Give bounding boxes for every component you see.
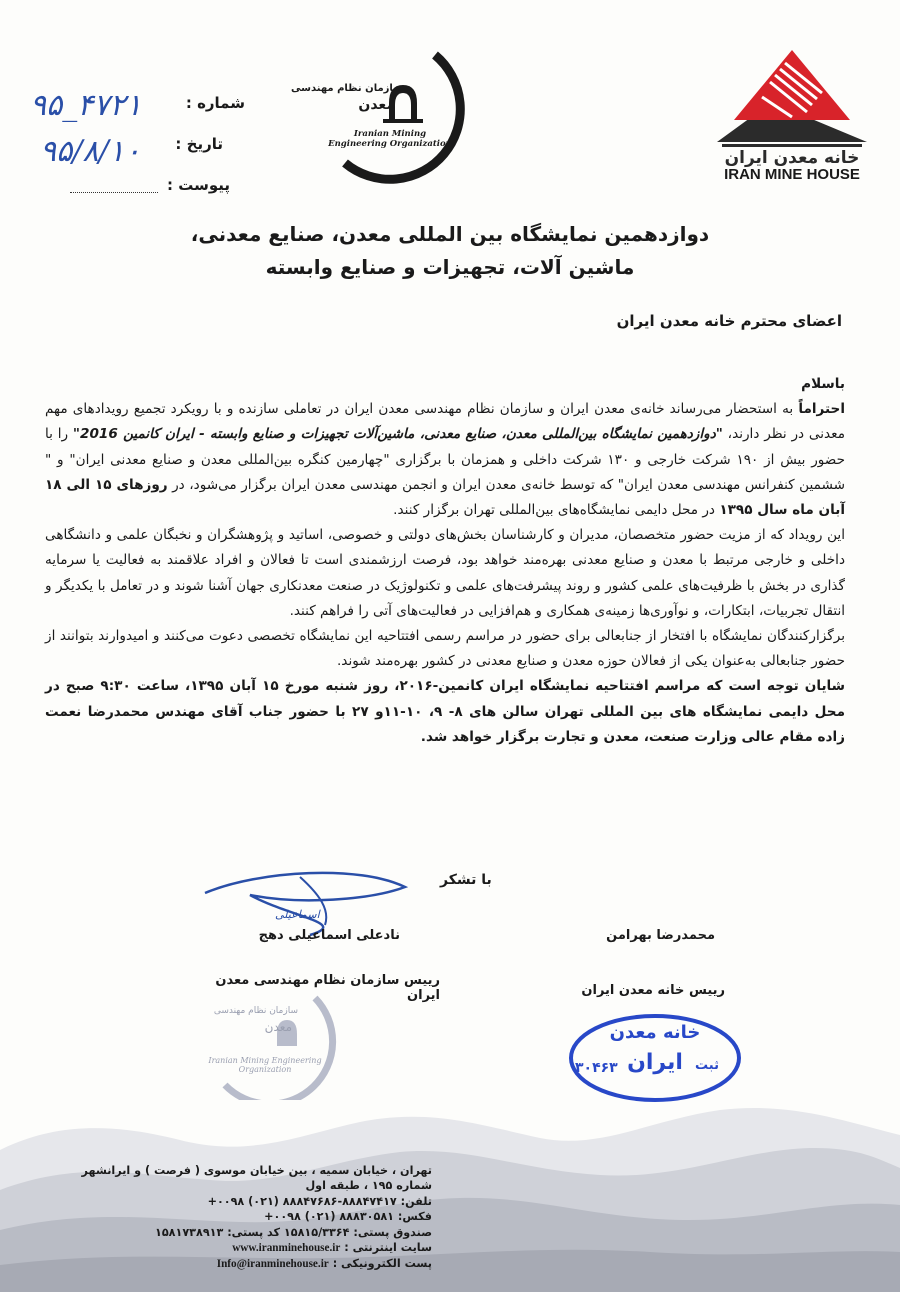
- footer-phone: تلفن: ۸۸۸۴۷۴۱۷-۸۸۸۴۷۶۸۶ (۰۲۱) ۰۰۹۸+: [207, 1194, 432, 1208]
- footer-email-row: [81, 1256, 432, 1272]
- stamp-reg-number: ۳۰۴۶۳: [575, 1060, 618, 1076]
- paragraph-1-part-f: در محل دایمی نمایشگاه‌های بین‌المللی تهران برگزار کنند.: [393, 502, 720, 519]
- stamp-line1: خانه معدن: [609, 1022, 701, 1043]
- stamp-line2: ایران: [627, 1050, 683, 1075]
- footer-website-link[interactable]: www.iranminehouse.ir: [232, 1242, 341, 1255]
- date-label: تاریخ :: [175, 135, 223, 153]
- paragraph-4: شایان توجه است که مراسم افتتاحیه نمایشگاه ایران کانمین-۲۰۱۶، روز شنبه مورخ ۱۵ آبان ۱۳۹۵، ساعت ۹:۳۰ صبح در محل دایمی نمایشگاه های بین المللی تهران سالن های ۸- ۹، ۱۰-۱۱و ۲۷ با حضور جناب آقای مهندس محمدرضا نعمت زاده مقام عالی وزارت صنعت، معدن و تجارت برگزار خواهد شد.: [45, 678, 846, 745]
- greeting: باسلام: [801, 376, 845, 392]
- logo-name-fa: خانه معدن ایران: [724, 148, 860, 168]
- letter-title-line2: ماشین آلات، تجهیزات و صنایع وابسته: [265, 255, 635, 279]
- paragraph-1-part-b: به استحضار می‌رساند خانه‌ی معدن ایران و سازمان نظام مهندسی معدن ایران در تعاملی سازنده و با رویکرد تجمیع رویدادهای مهم معدنی در نظر دارند،: [45, 401, 845, 443]
- footer-address-line1: تهران ، خیابان سمیه ، بین خیابان موسوی ( فرصت ) و ایرانشهر: [81, 1164, 432, 1177]
- right-signer-title: رییس خانه معدن ایران: [581, 983, 725, 998]
- right-signer-name: محمدرضا بهرامن: [606, 928, 715, 943]
- paragraph-3: برگزارکنندگان نمایشگاه با افتخار از جنابعالی برای حضور در مراسم رسمی افتتاحیه این نمایشگاه تخصصی دعوت می‌کنند و امیدوارند بتوانند از حضور جنابعالی به‌عنوان یکی از فعالان حوزه معدن و صنایع معدنی در کشور بهره‌مند شوند.: [45, 628, 845, 670]
- logo-name-en: IRAN MINE HOUSE: [724, 166, 860, 183]
- footer-email-link[interactable]: Info@iranminehouse.ir: [216, 1258, 329, 1271]
- recipient: اعضای محترم خانه معدن ایران: [616, 312, 842, 330]
- date-value: ۹۵/۸/۱۰: [40, 134, 141, 169]
- paragraph-2: این رویداد که از مزیت حضور متخصصان، مدیران و کارشناسان بخش‌های دولتی و خصوصی، اساتید و پژوهشگران و نخبگان علمی و دانشگاهی داخلی و خارجی مرتبط با معدن و صنایع معدنی بهره‌مند خواهد بود، فرصت ارزشمندی است تا فعالان و افراد علاقمند به فعالیت یا سرمایه گذاری در بخش با ظرفیت‌های علمی کشور و روند پیشرفت‌های علمی و تکنولوژیک در صنعت معدنکاری جهان آشنا شوند و در تعامل با یکدیگر و انتقال تجربیات، ابتکارات، و نوآوری‌ها زمینه‌ی همکاری و هم‌افزایی در فعالیت‌های آتی را فراهم کنند.: [45, 527, 845, 619]
- logo-org-en: Iranian Mining Engineering Organization: [328, 129, 452, 149]
- exhibition-dates: روزهای ۱۵ الی ۱۸ آبان ماه سال ۱۳۹۵: [45, 476, 845, 519]
- stamp-org-fa-line2: معدن: [264, 1020, 292, 1034]
- exhibition-name: "دوازدهمین نمایشگاه بین‌المللی معدن، صنایع معدنی، ماشین‌آلات تجهیزات و صنایع وابسته - ایران کانمین 2016": [72, 426, 723, 443]
- paragraph-1-part-d: را با حضور بیش از ۱۹۰ شرکت خارجی و ۱۳۰ شرکت داخلی و همزمان با برگزاری "چهارمین کنگره بین‌المللی معدن و صنایع معدنی ایران" و " ششمین کنفرانس مهندسی معدن ایران" که توسط خانه‌ی معدن ایران و انجمن مهندسی معدن ایران برگزار می‌شود، در: [45, 426, 845, 493]
- footer-email-label: پست الکترونیکی :: [332, 1257, 432, 1271]
- number-value: ۹۵_۴۷۲۱: [30, 88, 142, 123]
- stamp-org-en: Iranian Mining Engineering Organization: [208, 1056, 322, 1074]
- attachment-line: [70, 192, 158, 193]
- letter-title-line1: دوازدهمین نمایشگاه بین المللی معدن، صنایع معدنی،: [190, 222, 710, 246]
- paragraph-1: [45, 397, 845, 523]
- stamp-reg-label: ثبت: [695, 1058, 719, 1073]
- footer-website-row: [81, 1240, 432, 1256]
- left-signer-name: نادعلی اسماعیلی دهج: [258, 928, 400, 943]
- footer-website-label: سایت اینترنتی :: [344, 1241, 432, 1255]
- logo-org-fa-line2: معدن: [358, 97, 395, 113]
- footer-fax: فکس: ۸۸۸۳۰۵۸۱ (۰۲۱) ۰۰۹۸+: [264, 1210, 432, 1224]
- logo-org-fa-line1: سازمان نظام مهندسی: [291, 83, 403, 94]
- handwritten-signature: اسماعیلی: [275, 908, 320, 921]
- letter-body: [45, 372, 845, 750]
- iran-mine-house-logo: [712, 42, 872, 188]
- attachment-label: پیوست :: [166, 176, 230, 194]
- mining-organization-emblem-icon: [325, 45, 475, 195]
- paragraph-1-opening: احتراماً: [798, 401, 845, 418]
- stamp-org-fa-line1: سازمان نظام مهندسی: [213, 1006, 298, 1016]
- left-signer-title: رییس سازمان نظام مهندسی معدن ایران: [215, 973, 440, 1003]
- footer-pobox: صندوق پستی: ۱۵۸۱۵/۳۳۶۴ کد پستی: ۱۵۸۱۷۳۸۹۱۳: [155, 1225, 432, 1239]
- footer-contact: [81, 1163, 432, 1273]
- closing: با تشکر: [440, 872, 492, 888]
- number-label: شماره :: [185, 94, 245, 112]
- footer-address-line2: شماره ۱۹۵ ، طبقه اول: [305, 1179, 432, 1193]
- imeo-logo: [291, 45, 475, 195]
